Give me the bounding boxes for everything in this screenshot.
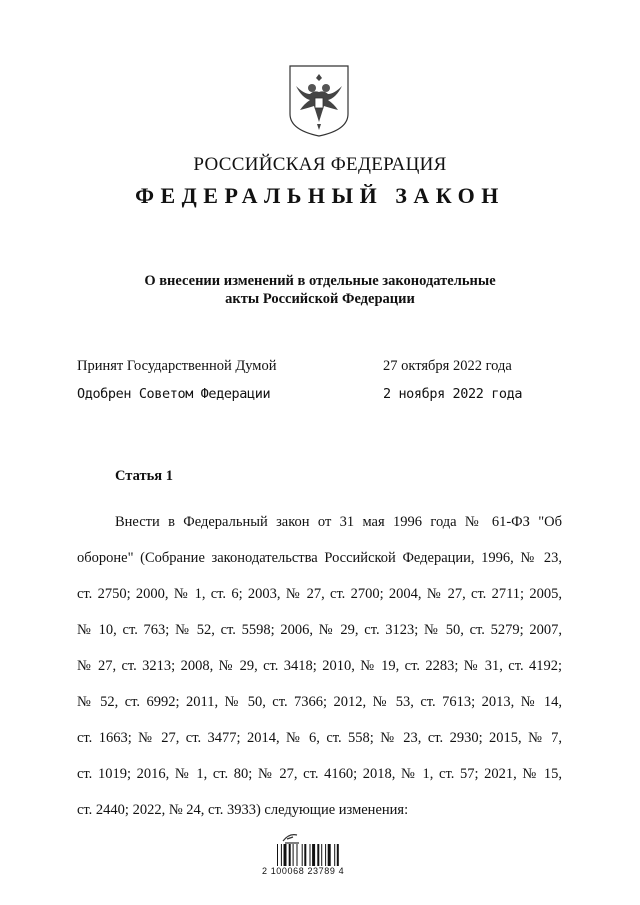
adopted-date: 27 октября 2022 года (383, 358, 512, 374)
adopted-by-duma-label: Принят Государственной Думой (77, 358, 277, 374)
article-body (77, 504, 562, 828)
law-type-title: ФЕДЕРАЛЬНЫЙ ЗАКОН (135, 183, 505, 208)
article-line: № 27, ст. 3213; 2008, № 29, ст. 3418; 2010, № 19, ст. 2283; № 31, ст. 4192; (77, 658, 562, 674)
publisher-mark-icon (281, 831, 301, 845)
article-line: № 10, ст. 763; № 52, ст. 5598; 2006, № 29, ст. 3123; № 50, ст. 5279; 2007, (77, 622, 562, 638)
article-line: ст. 1663; № 27, ст. 3477; 2014, № 6, ст. 558; № 23, ст. 2930; 2015, № 7, (77, 730, 562, 746)
law-subject-line: О внесении изменений в отдельные законодательные (144, 273, 496, 289)
law-subject (60, 272, 580, 308)
article-line: ст. 2440; 2022, № 24, ст. 3933) следующие изменения: (77, 802, 409, 818)
barcode-icon (277, 844, 359, 866)
article-title: Статья 1 (115, 468, 173, 484)
approved-date: 2 ноября 2022 года (383, 386, 523, 402)
approved-by-council-label: Одобрен Советом Федерации (77, 386, 271, 402)
barcode-number: 2 100068 23789 4 (262, 866, 345, 876)
article-line: № 52, ст. 6992; 2011, № 50, ст. 7366; 2012, № 53, ст. 7613; 2013, № 14, (77, 694, 562, 710)
state-emblem-icon (288, 64, 350, 138)
country-title: РОССИЙСКАЯ ФЕДЕРАЦИЯ (193, 154, 447, 175)
article-line: ст. 2750; 2000, № 1, ст. 6; 2003, № 27, ст. 2700; 2004, № 27, ст. 2711; 2005, (77, 586, 562, 602)
article-line: ст. 1019; 2016, № 1, ст. 80; № 27, ст. 4160; 2018, № 1, ст. 57; 2021, № 15, (77, 766, 562, 782)
article-line: обороне" (Собрание законодательства Российской Федерации, 1996, № 23, (77, 550, 562, 566)
law-subject-line: акты Российской Федерации (225, 291, 415, 307)
article-line: Внести в Федеральный закон от 31 мая 1996 года № 61-ФЗ "Об (115, 514, 562, 530)
